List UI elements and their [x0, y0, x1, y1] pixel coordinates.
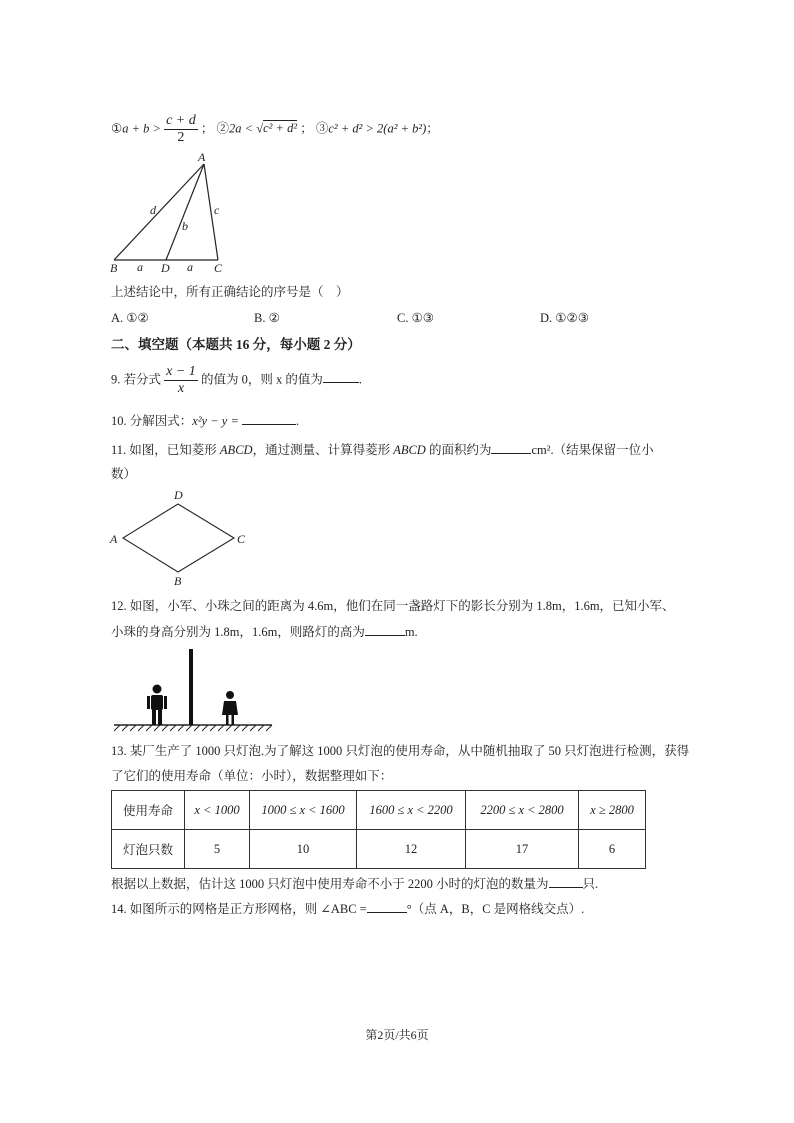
side-c-label: c — [214, 203, 220, 217]
conclusion-2-radicand: c² + d² — [263, 121, 298, 136]
sqrt-sign-icon: √ — [256, 121, 264, 136]
conclusion-2-label: ② — [216, 121, 230, 136]
q14 — [111, 900, 584, 917]
q11-line-1 — [111, 441, 654, 458]
rhombus-d-label: D — [174, 488, 183, 502]
q9-fraction — [164, 364, 198, 397]
section-2-title: 二、填空题（本题共 16 分，每小题 2 分） — [111, 337, 361, 352]
rhombus-a-label: A — [110, 532, 118, 546]
q11-mid: ，通过测量、计算得菱形 — [252, 443, 391, 457]
q11-abcd-1: ABCD — [219, 443, 253, 457]
q11-answer-blank[interactable] — [491, 441, 531, 454]
q9-answer-blank[interactable] — [323, 370, 359, 383]
conclusion-3-label: ③ — [315, 121, 329, 136]
conclusion-1-lhs: a + b > — [122, 121, 161, 136]
rhombus-figure — [108, 486, 253, 590]
table-header-cell: 1600 ≤ x < 2200 — [357, 791, 466, 830]
separator-1: ； — [200, 121, 214, 136]
q8-option-d[interactable]: D. ①②③ — [540, 311, 589, 325]
side-b-label: b — [182, 219, 188, 233]
vertex-d-label: D — [161, 261, 170, 275]
rhombus-b-label: B — [174, 574, 182, 588]
q13-after-end: 只. — [582, 877, 599, 891]
q9-suffix: 的值为 0，则 x 的值为 — [200, 372, 323, 387]
q12-line-1: 12. 如图，小军、小珠之间的距离为 4.6m，他们在同一盏路灯下的影长分别为 1.8m，1.6m，已知小军、 — [111, 599, 675, 613]
vertex-b-label: B — [110, 261, 118, 275]
q14-prefix: 14. 如图所示的网格是正方形网格，则 ∠ABC = — [111, 902, 367, 916]
q9-numerator: x − 1 — [166, 364, 196, 379]
table-row — [112, 830, 646, 869]
table-cell: 灯泡只数 — [112, 830, 185, 869]
triangle-figure — [108, 150, 238, 276]
conclusion-1-label: ① — [111, 121, 123, 136]
q11-mid-2: 的面积约为 — [428, 443, 492, 457]
q10-end: . — [296, 414, 300, 428]
q11-end: .（结果保留一位小 — [550, 443, 654, 457]
table-header-cell: 2200 ≤ x < 2800 — [466, 791, 579, 830]
q10-answer-blank[interactable] — [242, 412, 296, 425]
q9-end: . — [358, 372, 362, 387]
streetlight-pole — [189, 649, 193, 725]
table-cell: 10 — [250, 830, 357, 869]
lifespan-table — [111, 790, 646, 869]
conclusion-2-lhs: 2a < — [229, 121, 254, 136]
vertex-c-label: C — [214, 261, 223, 275]
q9-denominator: x — [177, 381, 185, 396]
q10-prefix: 10. 分解因式： — [111, 414, 193, 428]
conclusion-3-expr: c² + d² > 2(a² + b²) — [328, 121, 427, 136]
conclusion-1-numerator: c + d — [166, 113, 196, 128]
table-header-cell: x < 1000 — [185, 791, 250, 830]
q12-prefix: 小珠的身高分别为 1.8m，1.6m，则路灯的高为 — [111, 625, 365, 639]
q13-conclusion — [111, 875, 598, 892]
q11-abcd-2: ABCD — [393, 443, 426, 457]
conclusion-1-fraction — [164, 113, 198, 146]
table-cell: 17 — [466, 830, 579, 869]
segment-ad — [166, 164, 204, 260]
q10 — [111, 412, 299, 429]
q12-end: m. — [404, 625, 418, 639]
table-cell: 6 — [579, 830, 646, 869]
table-cell: 12 — [357, 830, 466, 869]
q12-answer-blank[interactable] — [365, 623, 405, 636]
q12-line-2 — [111, 623, 418, 640]
q8-option-c[interactable]: C. ①③ — [397, 311, 434, 325]
table-header-cell: x ≥ 2800 — [579, 791, 646, 830]
table-row — [112, 791, 646, 830]
page-footer: 第2页/共6页 — [365, 1028, 429, 1042]
q9 — [111, 364, 362, 397]
q8-option-a[interactable]: A. ①② — [111, 311, 149, 325]
q14-suffix: °（点 A，B，C 是网格线交点）. — [406, 902, 585, 916]
vertex-a-label: A — [198, 150, 206, 164]
q9-prefix: 9. 若分式 — [111, 372, 162, 387]
q14-answer-blank[interactable] — [367, 900, 407, 913]
q11-line-2: 数） — [111, 467, 137, 481]
table-cell: 5 — [185, 830, 250, 869]
q13-line-1: 13. 某厂生产了 1000 只灯泡.为了解这 1000 只灯泡的使用寿命，从中随机抽取了 50 只灯泡进行检测，获得 — [111, 744, 690, 758]
separator-3: ； — [426, 121, 439, 136]
table-header-cell: 1000 ≤ x < 1600 — [250, 791, 357, 830]
separator-2: ； — [300, 121, 313, 136]
streetlight-figure — [110, 645, 275, 740]
q8-option-b[interactable]: B. ② — [254, 311, 280, 325]
conclusions-line — [111, 113, 439, 146]
person-xiaozhu-icon — [222, 691, 238, 725]
person-xiaojun-icon — [147, 685, 167, 726]
segment-ba — [114, 164, 204, 260]
side-a2-label: a — [187, 260, 193, 274]
ground-hatching — [114, 725, 272, 731]
rhombus-shape — [123, 504, 234, 572]
q8-prompt: 上述结论中，所有正确结论的序号是（ ） — [111, 285, 349, 299]
rhombus-c-label: C — [237, 532, 246, 546]
q11-unit: cm² — [531, 443, 551, 457]
q10-expression: x²y − y = — [192, 414, 239, 428]
side-d-label: d — [150, 203, 156, 217]
conclusion-1-denominator: 2 — [177, 130, 185, 145]
q13-answer-blank[interactable] — [549, 875, 583, 888]
table-header-cell: 使用寿命 — [112, 791, 185, 830]
q13-after-prefix: 根据以上数据，估计这 1000 只灯泡中使用寿命不小于 2200 小时的灯泡的数量为 — [111, 877, 549, 891]
q11-prefix: 11. 如图，已知菱形 — [111, 443, 217, 457]
q13-line-2: 了它们的使用寿命（单位：小时），数据整理如下： — [111, 769, 393, 783]
side-a1-label: a — [137, 260, 143, 274]
